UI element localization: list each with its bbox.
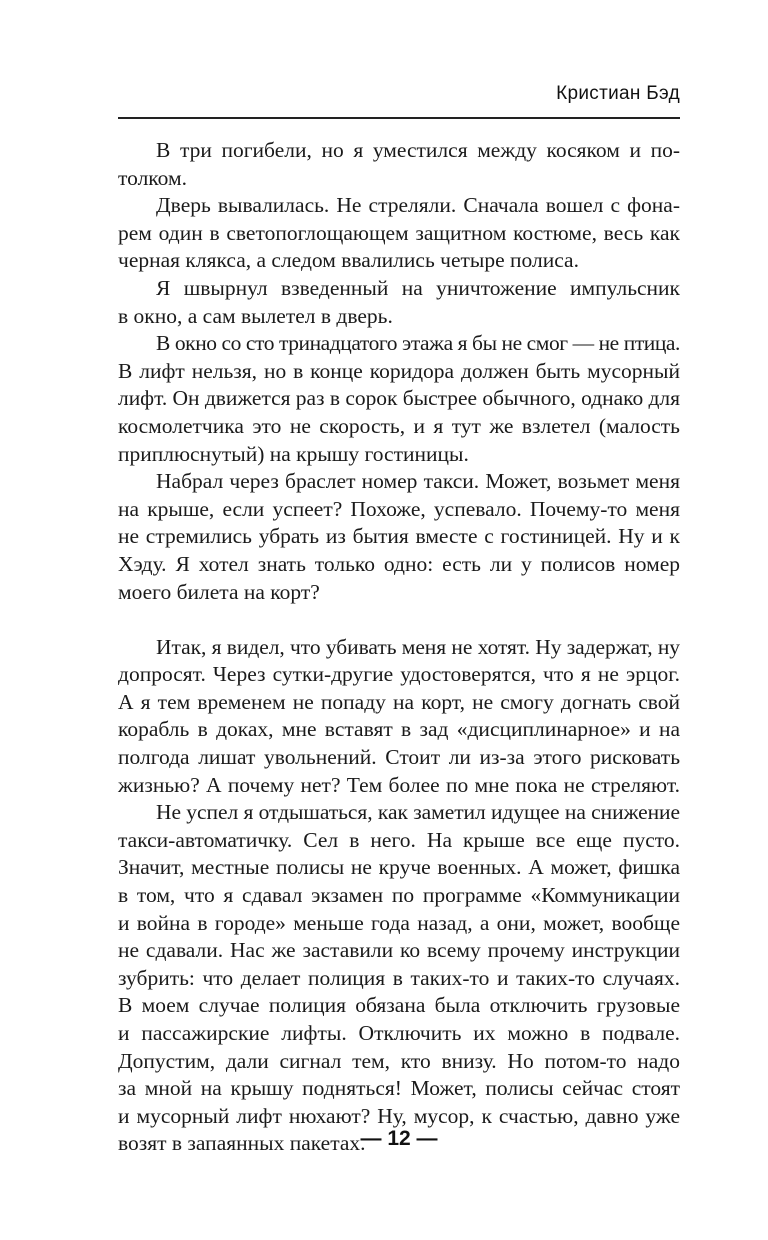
text-line: Итак, я видел, что убивать меня не хотят. Ну задержат, ну bbox=[156, 634, 680, 659]
text-line: возят в запаянных пакетах. bbox=[118, 1131, 366, 1156]
header-rule bbox=[118, 117, 680, 119]
text-line: В окно со сто тринадцатого этажа я бы не смог — не птица. bbox=[156, 331, 680, 356]
text-line: Набрал через браслет номер такси. Может, возьмет меня bbox=[156, 469, 680, 494]
text-line: зубрить: что делает полиция в таких-то и таких-то случаях. bbox=[118, 965, 680, 990]
section-break bbox=[118, 606, 680, 634]
text-line: В лифт нельзя, но в конце коридора должен быть мусорный bbox=[118, 358, 680, 383]
text-line: жизнью? А почему нет? Тем более по мне пока не стреляют. bbox=[118, 772, 680, 797]
page-number: — 12 — bbox=[360, 1127, 438, 1150]
text-line: рем один в светопоглощающем защитном костюме, весь как bbox=[118, 220, 680, 245]
text-line: моего билета на корт? bbox=[118, 579, 320, 604]
text-line: допросят. Через сутки-другие удостоверятся, что я не эрцог. bbox=[118, 662, 680, 687]
text-line: Не успел я отдышаться, как заметил идущее на снижение bbox=[156, 800, 680, 825]
text-line: космолетчика это не скорость, и я тут же взлетел (малость bbox=[118, 413, 680, 438]
text-line: и пассажирские лифты. Отключить их можно в подвале. bbox=[118, 1021, 680, 1045]
text-line: полгода лишат увольнений. Стоит ли из-за этого рисковать bbox=[118, 745, 680, 770]
running-head-author: Кристиан Бэд bbox=[556, 83, 680, 104]
text-line: в окно, а сам вылетел в дверь. bbox=[118, 303, 393, 328]
text-line: приплюснутый) на крышу гостиницы. bbox=[118, 441, 469, 466]
text-line: за мной на крышу подняться! Может, полисы сейчас стоят bbox=[118, 1076, 680, 1101]
text-line: не сдавали. Нас же заставили ко всему прочему инструкции bbox=[118, 938, 680, 963]
text-line: толком. bbox=[118, 165, 187, 190]
text-line: такси-автоматичку. Сел в него. На крыше все еще пусто. bbox=[118, 827, 680, 852]
text-line: Допустим, дали сигнал тем, кто внизу. Но потом-то надо bbox=[118, 1048, 680, 1073]
text-line: и война в городе» меньше года назад, а они, может, вообще bbox=[118, 910, 680, 935]
text-line: Хэду. Я хотел знать только одно: есть ли у полисов номер bbox=[118, 551, 680, 576]
text-line: корабль в доках, мне вставят в зад «дисциплинарное» и на bbox=[118, 717, 680, 742]
text-line: Значит, местные полисы не круче военных. А может, фишка bbox=[118, 855, 680, 880]
text-line: Я швырнул взведенный на уничтожение импульсник bbox=[156, 275, 680, 300]
text-line: В моем случае полиция обязана была отключить грузовые bbox=[118, 993, 680, 1018]
text-line: Дверь вывалилась. Не стреляли. Сначала вошел с фона- bbox=[156, 193, 680, 218]
text-line: не стремились убрать из бытия вместе с гостиницей. Ну и к bbox=[118, 524, 680, 549]
text-line: в том, что я сдавал экзамен по программе «Коммуникации bbox=[118, 883, 680, 908]
text-line: А я тем временем не попаду на корт, не смогу догнать свой bbox=[118, 689, 680, 714]
body-text bbox=[118, 137, 680, 1158]
text-line: на крыше, если успеет? Похоже, успевало. Почему-то меня bbox=[118, 496, 680, 521]
text-line: и мусорный лифт нюхают? Ну, мусор, к счастью, давно уже bbox=[118, 1103, 680, 1128]
text-line: лифт. Он движется раз в сорок быстрее обычного, однако для bbox=[118, 386, 680, 411]
text-line: черная клякса, а следом ввалились четыре полиса. bbox=[118, 248, 579, 273]
text-line: В три погибели, но я уместился между косяком и по- bbox=[156, 138, 680, 162]
